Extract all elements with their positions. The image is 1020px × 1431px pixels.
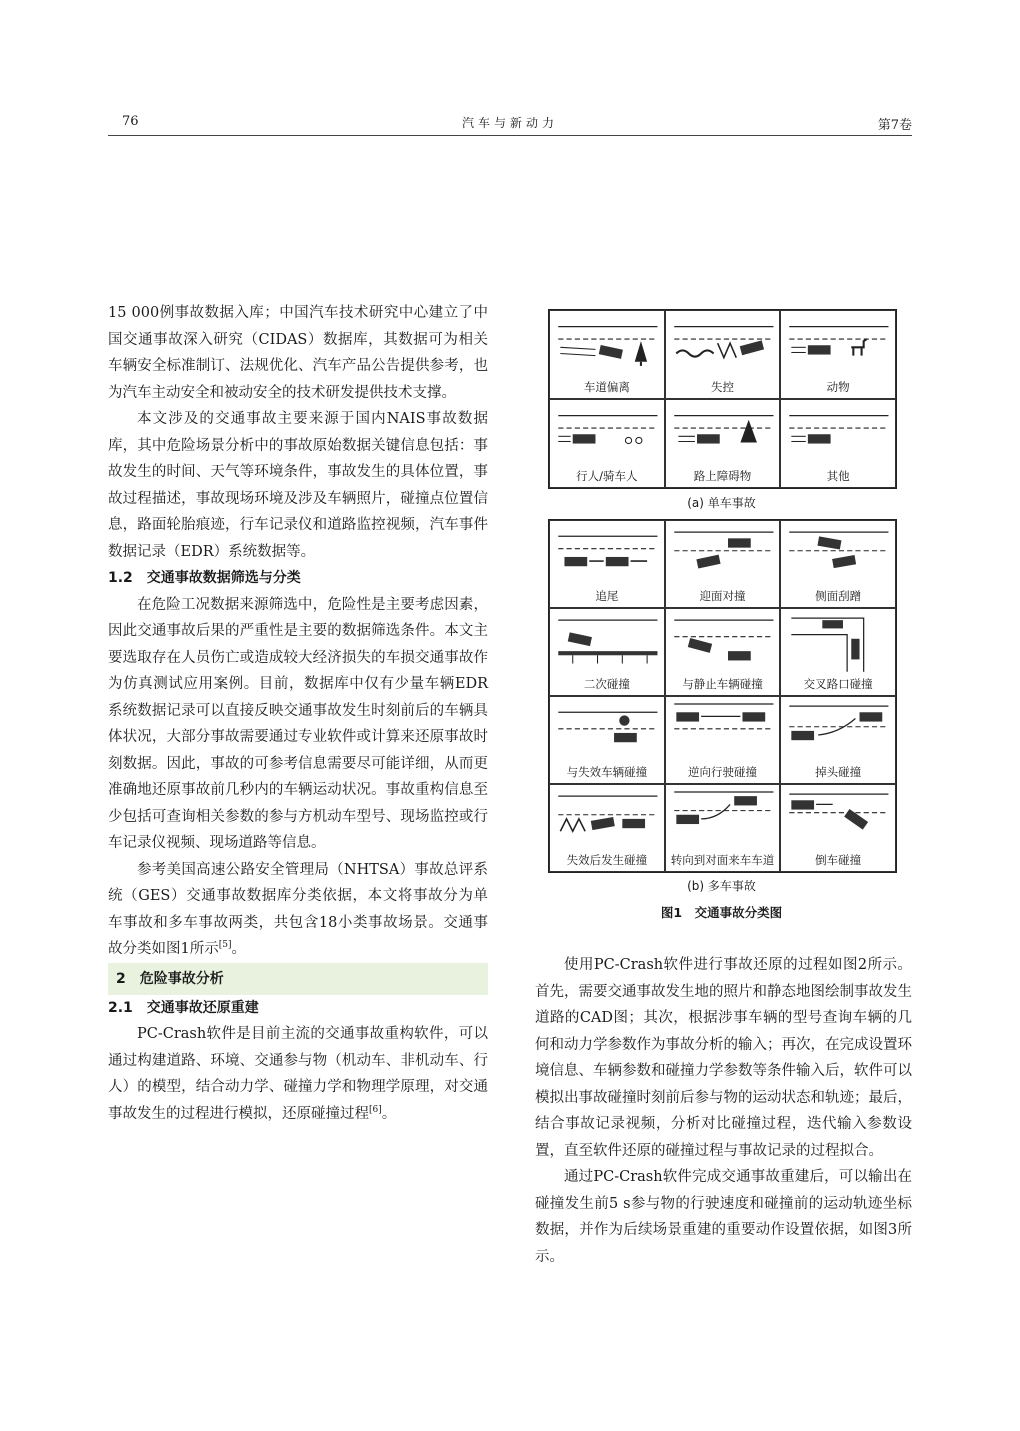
citation: [6] bbox=[369, 1104, 382, 1115]
cell-caption: 掉头碰撞 bbox=[815, 765, 862, 779]
figure-cell bbox=[549, 608, 665, 696]
figure-cell bbox=[549, 399, 665, 488]
page-header bbox=[108, 112, 912, 134]
header-rule bbox=[108, 135, 912, 136]
rear-end-diagram bbox=[550, 521, 664, 585]
paragraph bbox=[108, 857, 488, 963]
section-heading-1-2: 1.2 交通事故数据筛选与分类 bbox=[108, 570, 301, 586]
disabled-vehicle-collision-diagram bbox=[550, 697, 664, 761]
cell-caption: 失效后发生碰撞 bbox=[566, 853, 648, 867]
figure-cell bbox=[780, 608, 896, 696]
figure-cell bbox=[549, 784, 665, 872]
cell-caption: 车道偏离 bbox=[583, 380, 630, 394]
cell-caption: 行人/骑车人 bbox=[576, 469, 638, 483]
figure-cell bbox=[665, 399, 781, 488]
figure-cell bbox=[665, 608, 781, 696]
cell-caption: 其他 bbox=[826, 469, 850, 483]
figure-cell bbox=[780, 310, 896, 399]
figure-cell bbox=[549, 520, 665, 608]
stationary-vehicle-collision-diagram bbox=[666, 609, 780, 673]
paragraph: 在危险工况数据来源筛选中，危险性是主要考虑因素，因此交通事故后果的严重性是主要的数据筛选条件。本文主要选取存在人员伤亡或造成较大经济损失的车损交通事故作为仿真测试应用案例。目前，数据库中仅有少量车辆EDR系统数据记录可以直接反映交通事故发生时刻前后的车辆具体状况，大部分事故需要通过专业软件或计算来还原事故时刻数据。因此，事故的可参考信息需要尽可能详细，从而更准确地还原事故前几秒内的车辆运动状况。事故重构信息至少包括可查询相关参数的参与方机动车型号、现场监控或行车记录仪视频、现场道路等信息。 bbox=[108, 596, 488, 851]
figure-cell bbox=[665, 696, 781, 784]
post-failure-collision-diagram bbox=[550, 785, 664, 849]
citation: [5] bbox=[218, 940, 232, 951]
subfigure-caption-a: (a) 单车事故 bbox=[687, 496, 756, 510]
cell-caption: 倒车碰撞 bbox=[815, 853, 862, 867]
figure-caption: 图1 交通事故分类图 bbox=[660, 905, 783, 920]
cell-caption: 逆向行驶碰撞 bbox=[687, 765, 757, 779]
cell-caption: 二次碰撞 bbox=[583, 677, 630, 691]
cell-caption: 交叉路口碰撞 bbox=[803, 677, 873, 691]
secondary-collision-diagram bbox=[550, 609, 664, 673]
reversing-collision-diagram bbox=[781, 785, 895, 849]
cell-caption: 路上障碍物 bbox=[693, 469, 752, 483]
paragraph bbox=[108, 1021, 488, 1127]
u-turn-collision-diagram bbox=[781, 697, 895, 761]
figure-cell bbox=[780, 520, 896, 608]
paragraph: 本文涉及的交通事故主要来源于国内NAIS事故数据库，其中危险场景分析中的事故原始数据关键信息包括：事故发生的时间、天气等环境条件，事故发生的具体位置，事故过程描述，事故现场环境及涉及车辆照片，碰撞点位置信息，路面轮胎痕迹，行车记录仪和道路监控视频，汽车事件数据记录（EDR）系统数据等。 bbox=[108, 411, 488, 560]
paragraph-text: PC-Crash软件是目前主流的交通事故重构软件，可以通过构建道路、环境、交通参与物（机动车、非机动车、行人）的模型，结合动力学、碰撞力学和物理学原理，对交通事故发生的过程进行模拟，还原碰撞过程 bbox=[108, 1026, 488, 1122]
cell-caption: 与静止车辆碰撞 bbox=[682, 677, 763, 691]
left-column bbox=[108, 300, 488, 1127]
pedestrian-cyclist-diagram bbox=[550, 400, 664, 464]
cell-caption: 失控 bbox=[710, 380, 734, 394]
figure-cell bbox=[780, 784, 896, 872]
figure-cell bbox=[549, 310, 665, 399]
figure-cell bbox=[665, 784, 781, 872]
right-column bbox=[535, 952, 912, 1270]
figure-cell bbox=[665, 310, 781, 399]
figure-cell bbox=[549, 696, 665, 784]
subfigure-caption-b: (b) 多车事故 bbox=[687, 879, 756, 893]
other-diagram bbox=[781, 400, 895, 464]
paragraph-text: 参考美国高速公路安全管理局（NHTSA）事故总评系统（GES）交通事故数据库分类依据，本文将事故分为单车事故和多车事故两类，共包含18小类事故场景。交通事故分类如图1所示 bbox=[108, 861, 488, 957]
cell-caption: 与失效车辆碰撞 bbox=[566, 765, 648, 779]
cell-caption: 转向到对面来车车道 bbox=[670, 853, 775, 867]
lane-departure-diagram bbox=[550, 311, 664, 375]
figure-multi-vehicle-grid bbox=[548, 519, 897, 873]
intersection-collision-diagram bbox=[781, 609, 895, 673]
wrong-way-collision-diagram bbox=[666, 697, 780, 761]
paragraph-end: 。 bbox=[231, 941, 246, 957]
figure-cell bbox=[780, 399, 896, 488]
paragraph: 15 000例事故数据入库；中国汽车技术研究中心建立了中国交通事故深入研究（CIDAS）数据库，其数据可为相关车辆安全标准制订、法规优化、汽车产品公告提供参考，也为汽车主动安全和被动安全的技术研发提供技术支撑。 bbox=[108, 305, 488, 401]
page-number: 76 bbox=[122, 114, 139, 129]
head-on-diagram bbox=[666, 521, 780, 585]
cell-caption: 侧面刮蹭 bbox=[815, 589, 862, 603]
section-heading-2: 2 危险事故分析 bbox=[108, 963, 488, 995]
volume-label: 第7卷 bbox=[877, 118, 912, 133]
paragraph-end: 。 bbox=[381, 1105, 397, 1122]
turn-into-oncoming-diagram bbox=[666, 785, 780, 849]
cell-caption: 动物 bbox=[826, 380, 850, 394]
cell-caption: 追尾 bbox=[595, 589, 619, 603]
loss-of-control-diagram bbox=[666, 311, 780, 375]
figure-single-vehicle-grid bbox=[548, 309, 897, 489]
cell-caption: 迎面对撞 bbox=[699, 589, 746, 603]
paragraph: 通过PC-Crash软件完成交通事故重建后，可以输出在碰撞发生前5 s参与物的行驶速度和碰撞前的运动轨迹坐标数据，并作为后续场景重建的重要动作设置依据，如图3所示。 bbox=[535, 1169, 912, 1265]
animal-diagram bbox=[781, 311, 895, 375]
section-heading-2-1: 2.1 交通事故还原重建 bbox=[108, 999, 259, 1016]
journal-title: 汽车与新动力 bbox=[461, 116, 558, 130]
paragraph: 使用PC-Crash软件进行事故还原的过程如图2所示。首先，需要交通事故发生地的照片和静态地图绘制事故发生道路的CAD图；其次，根据涉事车辆的型号查询车辆的几何和动力学参数作为事故分析的输入；再次，在完成设置环境信息、车辆参数和碰撞力学参数等条件输入后，软件可以模拟出事故碰撞时刻前后参与物的运动状态和轨迹；最后，结合事故记录视频，分析对比碰撞过程，迭代输入参数设置，直至软件还原的碰撞过程与事故记录的过程拟合。 bbox=[535, 957, 912, 1159]
figure-cell bbox=[665, 520, 781, 608]
figure-cell bbox=[780, 696, 896, 784]
sideswipe-diagram bbox=[781, 521, 895, 585]
road-obstacle-diagram bbox=[666, 400, 780, 464]
